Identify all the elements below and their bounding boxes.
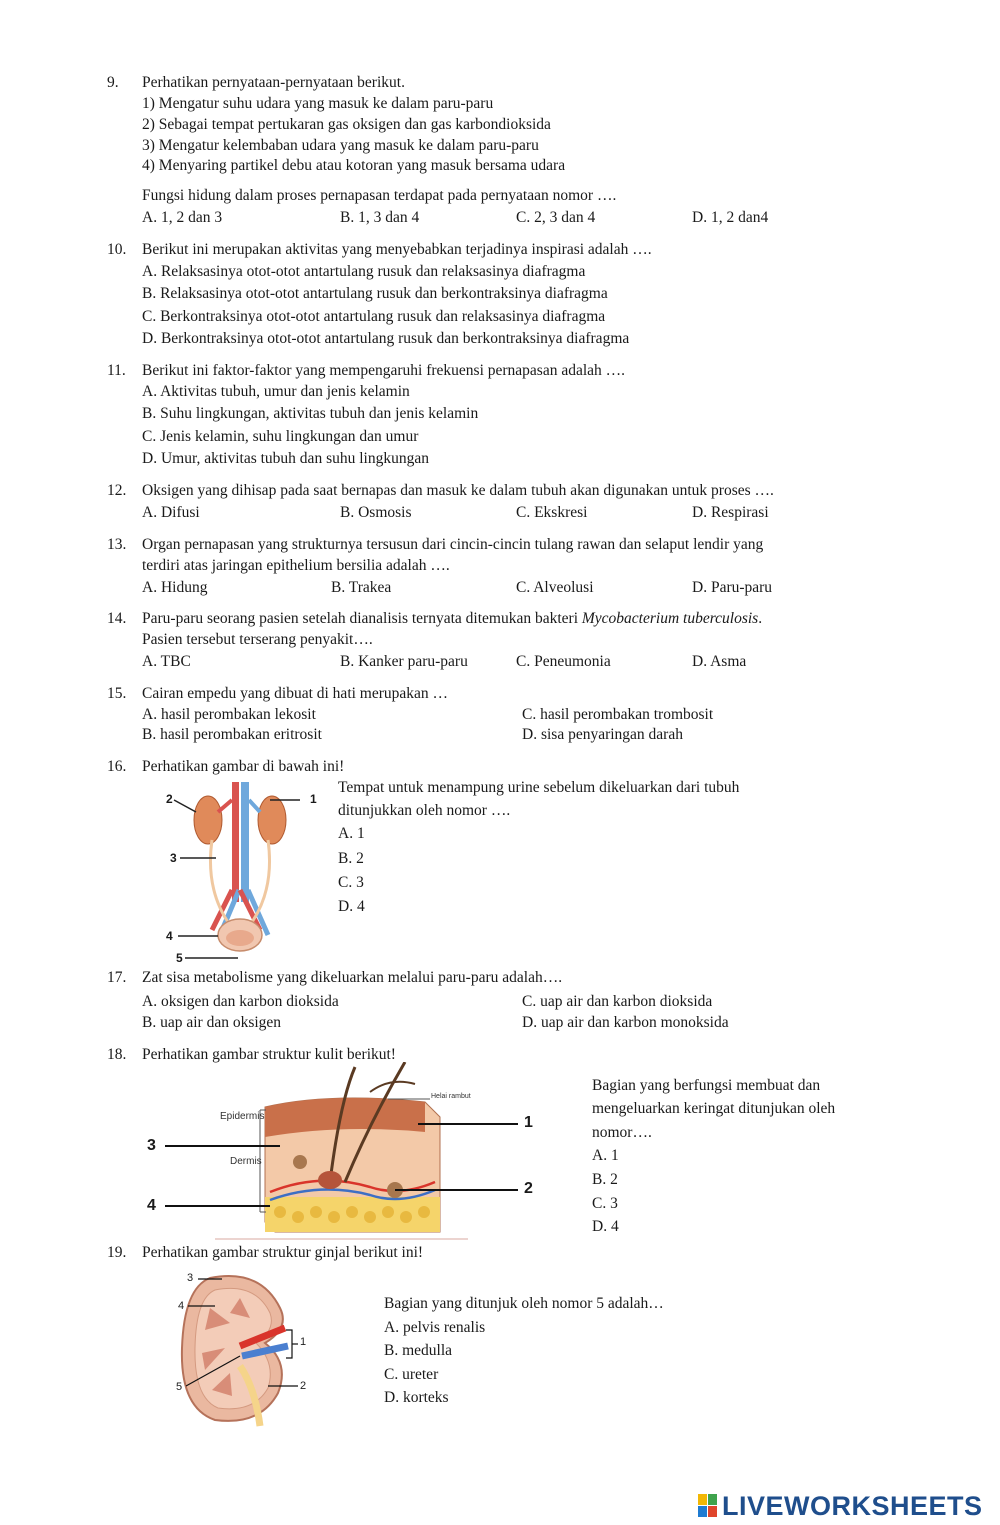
option-b[interactable]: B. Kanker paru-paru: [340, 653, 468, 670]
option-a[interactable]: A. Hidung: [142, 579, 208, 596]
kidney-structure-figure: [170, 1268, 320, 1428]
option-c[interactable]: C. uap air dan karbon dioksida: [522, 993, 713, 1010]
question-text-line2: mengeluarkan keringat ditunjukan oleh: [592, 1100, 836, 1117]
urinary-system-figure: [160, 780, 335, 965]
option-d[interactable]: D. 1, 2 dan4: [692, 209, 769, 226]
statement: 1) Mengatur suhu udara yang masuk ke dalam paru-paru: [142, 95, 494, 112]
option-b[interactable]: B. Osmosis: [340, 504, 412, 521]
figure-text-dermis: Dermis: [230, 1156, 262, 1167]
figure-label-2: 2: [300, 1380, 307, 1392]
option-c[interactable]: C. Berkontraksinya otot-otot antartulang rusuk dan relaksasinya diafragma: [142, 308, 606, 325]
kidney-illustration: [170, 1268, 320, 1428]
question-stem: Perhatikan pernyataan-pernyataan berikut.: [142, 74, 405, 91]
figure-label-3: 3: [147, 1137, 156, 1154]
question-number: 16.: [107, 758, 127, 775]
figure-label-3: 3: [187, 1272, 194, 1284]
question-number: 17.: [107, 969, 127, 986]
question-number: 15.: [107, 685, 127, 702]
option-d[interactable]: D. Respirasi: [692, 504, 769, 521]
figure-label-5: 5: [176, 1381, 183, 1393]
skin-structure-figure: [140, 1062, 550, 1242]
question-stem: Oksigen yang dihisap pada saat bernapas dan masuk ke dalam tubuh akan digunakan untuk proses ….: [142, 482, 774, 499]
figure-label-2: 2: [166, 792, 173, 806]
option-b[interactable]: B. hasil perombakan eritrosit: [142, 726, 322, 743]
option-a[interactable]: A. hasil perombakan lekosit: [142, 706, 316, 723]
question-text-line3: nomor….: [592, 1124, 652, 1141]
liveworksheets-logo[interactable]: [698, 1490, 983, 1522]
option-c[interactable]: C. hasil perombakan trombosit: [522, 706, 714, 723]
option-d[interactable]: D. korteks: [384, 1389, 449, 1406]
question-number: 14.: [107, 610, 127, 627]
option-a[interactable]: A. 1: [338, 825, 365, 842]
option-a[interactable]: A. Aktivitas tubuh, umur dan jenis kelamin: [142, 383, 410, 400]
option-b[interactable]: B. 1, 3 dan 4: [340, 209, 420, 226]
option-c[interactable]: C. Alveolusi: [516, 579, 594, 596]
question-stem: Perhatikan gambar di bawah ini!: [142, 758, 345, 775]
option-c[interactable]: C. 2, 3 dan 4: [516, 209, 596, 226]
option-c[interactable]: C. ureter: [384, 1366, 439, 1383]
question-number: 12.: [107, 482, 127, 499]
figure-label-5: 5: [176, 951, 183, 965]
question-text: Bagian yang berfungsi membuat dan: [592, 1077, 821, 1094]
option-a[interactable]: A. oksigen dan karbon dioksida: [142, 993, 339, 1010]
option-d[interactable]: D. Berkontraksinya otot-otot antartulang rusuk dan berkontraksinya diafragma: [142, 330, 630, 347]
option-b[interactable]: B. 2: [592, 1171, 618, 1188]
liveworksheets-logo-icon: [698, 1494, 718, 1518]
figure-text-hair: Helai rambut: [431, 1093, 471, 1100]
urinary-system-illustration: [160, 780, 335, 965]
statement: 3) Mengatur kelembaban udara yang masuk ke dalam paru-paru: [142, 137, 539, 154]
skin-structure-illustration: [140, 1062, 550, 1242]
figure-label-1: 1: [524, 1114, 533, 1131]
figure-label-4: 4: [147, 1197, 156, 1214]
option-c[interactable]: C. 3: [338, 874, 364, 891]
question-stem: Perhatikan gambar struktur kulit berikut!: [142, 1046, 396, 1063]
option-a[interactable]: A. Relaksasinya otot-otot antartulang rusuk dan relaksasinya diafragma: [142, 263, 586, 280]
option-d[interactable]: D. Asma: [692, 653, 747, 670]
option-b[interactable]: B. Trakea: [331, 579, 392, 596]
option-d[interactable]: D. Paru-paru: [692, 579, 773, 596]
species-name: Mycobacterium tuberculosis: [581, 610, 759, 627]
question-number: 9.: [107, 74, 119, 91]
option-b[interactable]: B. Relaksasinya otot-otot antartulang rusuk dan berkontraksinya diafragma: [142, 285, 608, 302]
question-stem-line2: Pasien tersebut terserang penyakit….: [142, 631, 373, 648]
question-text-line2: ditunjukkan oleh nomor ….: [338, 802, 511, 819]
question-number: 13.: [107, 536, 127, 553]
question-stem: Zat sisa metabolisme yang dikeluarkan melalui paru-paru adalah….: [142, 969, 563, 986]
option-d[interactable]: D. uap air dan karbon monoksida: [522, 1014, 729, 1031]
question-stem: Cairan empedu yang dibuat di hati merupakan …: [142, 685, 449, 702]
option-d[interactable]: D. 4: [338, 898, 365, 915]
option-a[interactable]: A. Difusi: [142, 504, 200, 521]
question-number: 19.: [107, 1244, 127, 1261]
option-b[interactable]: B. uap air dan oksigen: [142, 1014, 282, 1031]
option-d[interactable]: D. sisa penyaringan darah: [522, 726, 683, 743]
option-a[interactable]: A. pelvis renalis: [384, 1319, 486, 1336]
option-c[interactable]: C. Jenis kelamin, suhu lingkungan dan umur: [142, 428, 419, 445]
option-b[interactable]: B. Suhu lingkungan, aktivitas tubuh dan jenis kelamin: [142, 405, 479, 422]
question-number: 11.: [107, 362, 126, 379]
question-number: 10.: [107, 241, 127, 258]
question-number: 18.: [107, 1046, 127, 1063]
figure-label-4: 4: [178, 1300, 185, 1312]
figure-label-4: 4: [166, 929, 173, 943]
question-text: Tempat untuk menampung urine sebelum dikeluarkan dari tubuh: [338, 779, 740, 796]
question-text: Fungsi hidung dalam proses pernapasan terdapat pada pernyataan nomor ….: [142, 187, 617, 204]
question-stem: Berikut ini faktor-faktor yang mempengaruhi frekuensi pernapasan adalah ….: [142, 362, 626, 379]
option-a[interactable]: A. TBC: [142, 653, 191, 670]
question-stem-line2: terdiri atas jaringan epithelium bersilia adalah ….: [142, 557, 450, 574]
statement: 4) Menyaring partikel debu atau kotoran yang masuk bersama udara: [142, 157, 566, 174]
figure-label-1: 1: [300, 1336, 307, 1348]
option-d[interactable]: D. Umur, aktivitas tubuh dan suhu lingkungan: [142, 450, 429, 467]
option-b[interactable]: B. 2: [338, 850, 364, 867]
option-d[interactable]: D. 4: [592, 1218, 619, 1235]
option-b[interactable]: B. medulla: [384, 1342, 453, 1359]
figure-text-epidermis: Epidermis: [220, 1111, 265, 1122]
question-stem: Paru-paru seorang pasien setelah dianalisis ternyata ditemukan bakteri Mycobacterium tuberculosis.: [142, 610, 763, 627]
option-a[interactable]: A. 1, 2 dan 3: [142, 209, 223, 226]
option-c[interactable]: C. Peneumonia: [516, 653, 611, 670]
question-text: Bagian yang ditunjuk oleh nomor 5 adalah…: [384, 1295, 664, 1312]
question-stem: Perhatikan gambar struktur ginjal berikut ini!: [142, 1244, 424, 1261]
statement: 2) Sebagai tempat pertukaran gas oksigen dan gas karbondioksida: [142, 116, 551, 133]
liveworksheets-logo-text: LIVEWORKSHEETS: [722, 1490, 983, 1521]
option-c[interactable]: C. 3: [592, 1195, 618, 1212]
question-stem: Berikut ini merupakan aktivitas yang menyebabkan terjadinya inspirasi adalah ….: [142, 241, 652, 258]
question-stem: Organ pernapasan yang strukturnya tersusun dari cincin-cincin tulang rawan dan selaput lendir yang: [142, 536, 764, 553]
figure-label-2: 2: [524, 1180, 533, 1197]
option-a[interactable]: A. 1: [592, 1147, 619, 1164]
figure-label-1: 1: [310, 792, 317, 806]
figure-label-3: 3: [170, 851, 177, 865]
option-c[interactable]: C. Ekskresi: [516, 504, 588, 521]
